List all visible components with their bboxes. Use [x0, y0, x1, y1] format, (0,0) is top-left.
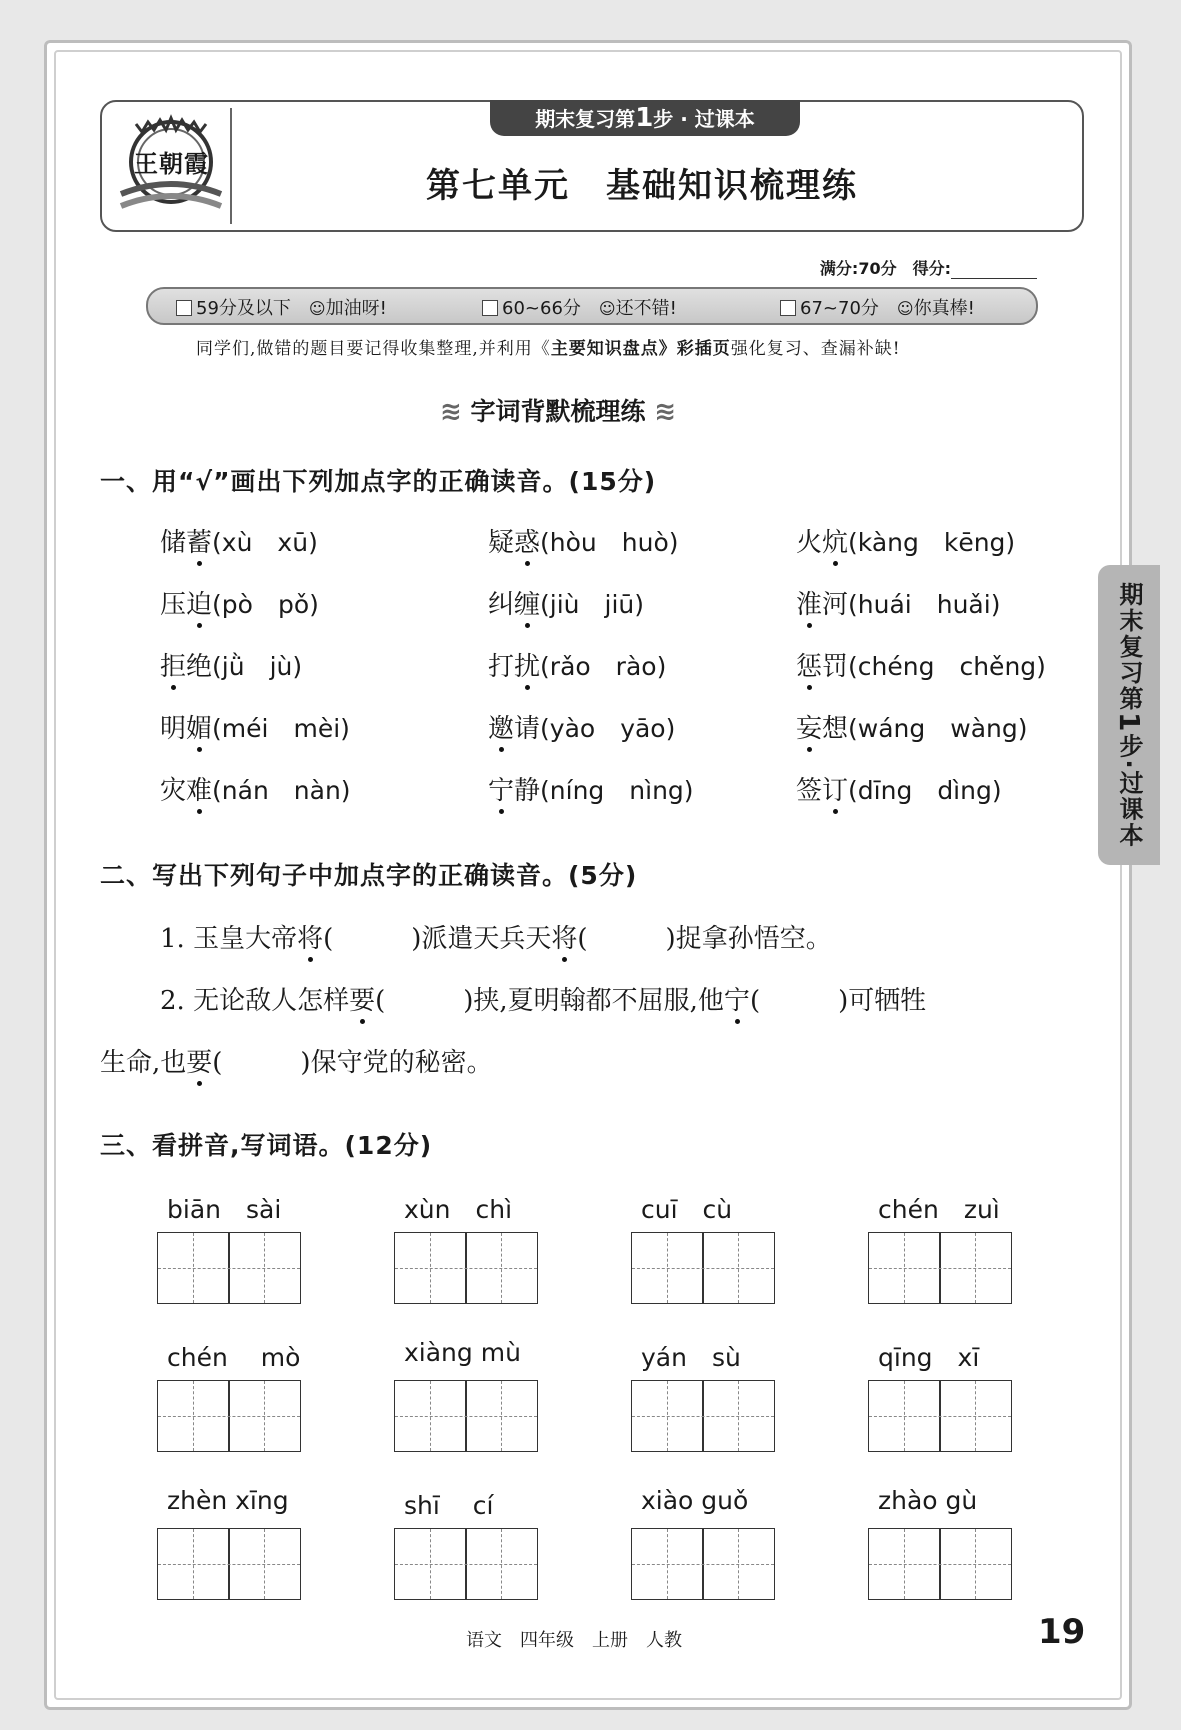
pinyin-label: biān sài [167, 1195, 282, 1224]
wave-icon: ≋ [654, 397, 677, 427]
writing-grid[interactable] [631, 1380, 775, 1452]
writing-grid[interactable] [631, 1528, 775, 1600]
writing-grid[interactable] [394, 1528, 538, 1600]
reading-item[interactable]: 压迫(pò pǒ) [160, 590, 319, 620]
pinyin-label: qīng xī [878, 1343, 980, 1372]
writing-grid[interactable] [394, 1232, 538, 1304]
logo-text: 王朝霞 [134, 149, 209, 178]
pinyin-label: xiào guǒ [641, 1486, 749, 1515]
header-box [100, 100, 1084, 232]
reading-item[interactable]: 惩罚(chéng chěng) [796, 652, 1046, 682]
sentence-2: 2. 无论敌人怎样要( )挟,夏明翰都不屈服,他宁( )可牺牲 [160, 986, 927, 1016]
reading-item[interactable]: 拒绝(jǜ jù) [160, 652, 303, 682]
writing-grid[interactable] [868, 1528, 1012, 1600]
face-icon: ☺ [896, 299, 914, 318]
pinyin-label: chén zuì [878, 1195, 1000, 1224]
question-3-title: 三、看拼音,写词语。(12分) [100, 1131, 433, 1160]
step-number: 1 [635, 103, 654, 133]
checkbox[interactable] [482, 300, 498, 316]
score-line [820, 256, 1037, 279]
step-tab [490, 100, 800, 136]
section-title: ≋ 字词背默梳理练 ≋ [440, 397, 677, 427]
reading-item[interactable]: 宁静(níng nìng) [488, 776, 694, 806]
side-tab: 期末复习第1步·过课本 [1098, 565, 1160, 865]
face-icon: ☺ [598, 299, 616, 318]
face-icon: ☺ [308, 299, 326, 318]
grade-option[interactable]: 67~70分 ☺你真棒! [780, 294, 975, 320]
writing-grid[interactable] [157, 1528, 301, 1600]
reading-item[interactable]: 妄想(wáng wàng) [796, 714, 1028, 744]
reading-item[interactable]: 签订(dīng dìng) [796, 776, 1002, 806]
page-number: 19 [1038, 1612, 1086, 1652]
pinyin-label: chén mò [167, 1343, 301, 1372]
pinyin-label: shī cí [404, 1491, 494, 1520]
reading-item[interactable]: 灾难(nán nàn) [160, 776, 351, 806]
reading-item[interactable]: 疑惑(hòu huò) [488, 528, 679, 558]
page-title: 第七单元 基础知识梳理练 [426, 166, 858, 206]
step-suffix: 步 · 过课本 [653, 107, 755, 131]
sentence-1: 1. 玉皇大帝将( )派遣天兵天将( )捉拿孙悟空。 [160, 924, 832, 954]
reading-item[interactable]: 火炕(kàng kēng) [796, 528, 1016, 558]
notice-text: 同学们,做错的题目要记得收集整理,并利用《主要知识盘点》彩插页强化复习、查漏补缺! [196, 339, 901, 359]
header-divider [230, 108, 232, 224]
writing-grid[interactable] [868, 1232, 1012, 1304]
grade-option[interactable]: 59分及以下 ☺加油呀! [176, 294, 387, 320]
grade-bar [146, 287, 1038, 325]
writing-grid[interactable] [157, 1380, 301, 1452]
score-label: 满分:70分 得分: [819, 259, 951, 278]
question-2-title: 二、写出下列句子中加点字的正确读音。(5分) [100, 861, 638, 890]
writing-grid[interactable] [394, 1380, 538, 1452]
writing-grid[interactable] [631, 1232, 775, 1304]
pinyin-label: zhèn xīng [167, 1486, 289, 1515]
wave-icon: ≋ [440, 397, 462, 427]
pinyin-label: yán sù [641, 1343, 741, 1372]
pinyin-label: xùn chì [404, 1195, 513, 1224]
sentence-3: 生命,也要( )保守党的秘密。 [100, 1048, 493, 1078]
pinyin-label: cuī cù [641, 1195, 733, 1224]
reading-item[interactable]: 邀请(yào yāo) [488, 714, 676, 744]
writing-grid[interactable] [157, 1232, 301, 1304]
grade-option[interactable]: 60~66分 ☺还不错! [482, 294, 677, 320]
score-blank[interactable] [951, 262, 1037, 279]
footer-text: 语文 四年级 上册 人教 [466, 1630, 682, 1651]
reading-item[interactable]: 淮河(huái huǎi) [796, 590, 1001, 620]
checkbox[interactable] [780, 300, 796, 316]
question-1-title: 一、用“√”画出下列加点字的正确读音。(15分) [100, 467, 657, 496]
reading-item[interactable]: 打扰(rǎo rào) [488, 652, 667, 682]
pinyin-label: xiàng mù [404, 1338, 521, 1367]
writing-grid[interactable] [868, 1380, 1012, 1452]
reading-item[interactable]: 明媚(méi mèi) [160, 714, 350, 744]
step-prefix: 期末复习第 [535, 107, 636, 131]
checkbox[interactable] [176, 300, 192, 316]
reading-item[interactable]: 储蓄(xù xū) [160, 528, 318, 558]
reading-item[interactable]: 纠缠(jiù jiū) [488, 590, 645, 620]
pinyin-label: zhào gù [878, 1486, 978, 1515]
